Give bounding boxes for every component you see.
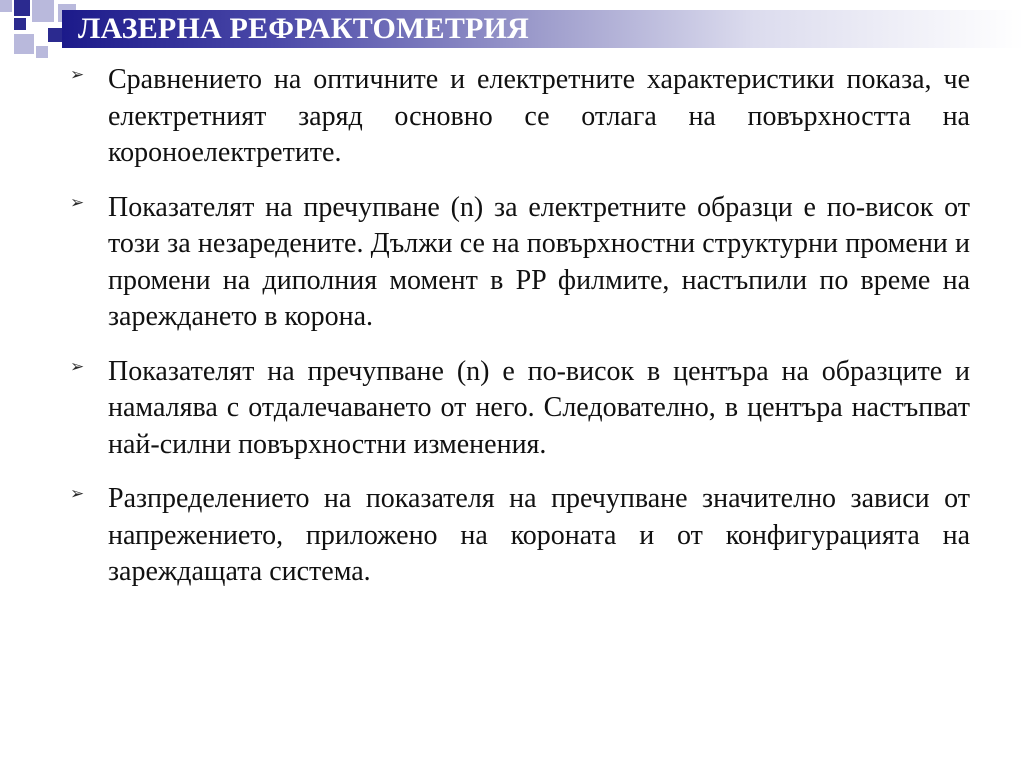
square-light-1 [0, 0, 12, 12]
square-light-4 [14, 34, 34, 54]
square-dark-2 [14, 18, 26, 30]
arrow-bullet-icon: ➢ [70, 484, 85, 504]
square-light-2 [32, 0, 54, 22]
bullet-text: Показателят на пречупване (n) е по-висок в центъра на образците и намалява с отдалечаването от него. Следователно, в центъра настъпват най-силни повърхностни изменения. [108, 355, 970, 460]
bullet-item [64, 354, 970, 464]
arrow-bullet-icon: ➢ [70, 192, 85, 213]
title-bar [62, 10, 1024, 48]
bullet-item [64, 62, 970, 172]
square-dark-3 [48, 28, 62, 42]
bullet-text: Показателят на пречупване (n) за електретните образци е по-висок от този за незаредените. Дължи се на повърхностни структурни промени и промени на диполния момент в PP филмите, настъпили по време на зареждането в корона. [108, 191, 970, 332]
bullet-list [64, 62, 970, 609]
arrow-bullet-icon: ➢ [70, 65, 85, 85]
bullet-item [64, 190, 970, 336]
arrow-bullet-icon: ➢ [70, 356, 85, 377]
bullet-text: Сравнението на оптичните и електретните характеристики показа, че електретният заряд основно се отлага на повърхността на короноелектретите. [108, 64, 970, 168]
square-dark-1 [14, 0, 30, 16]
bullet-text: Разпределението на показателя на пречупване значително зависи от напрежението, приложено на короната и от конфигурацията на зареждащата система. [108, 483, 970, 587]
slide-title: ЛАЗЕРНА РЕФРАКТОМЕТРИЯ [78, 12, 529, 45]
square-light-5 [36, 46, 48, 58]
bullet-item [64, 481, 970, 591]
